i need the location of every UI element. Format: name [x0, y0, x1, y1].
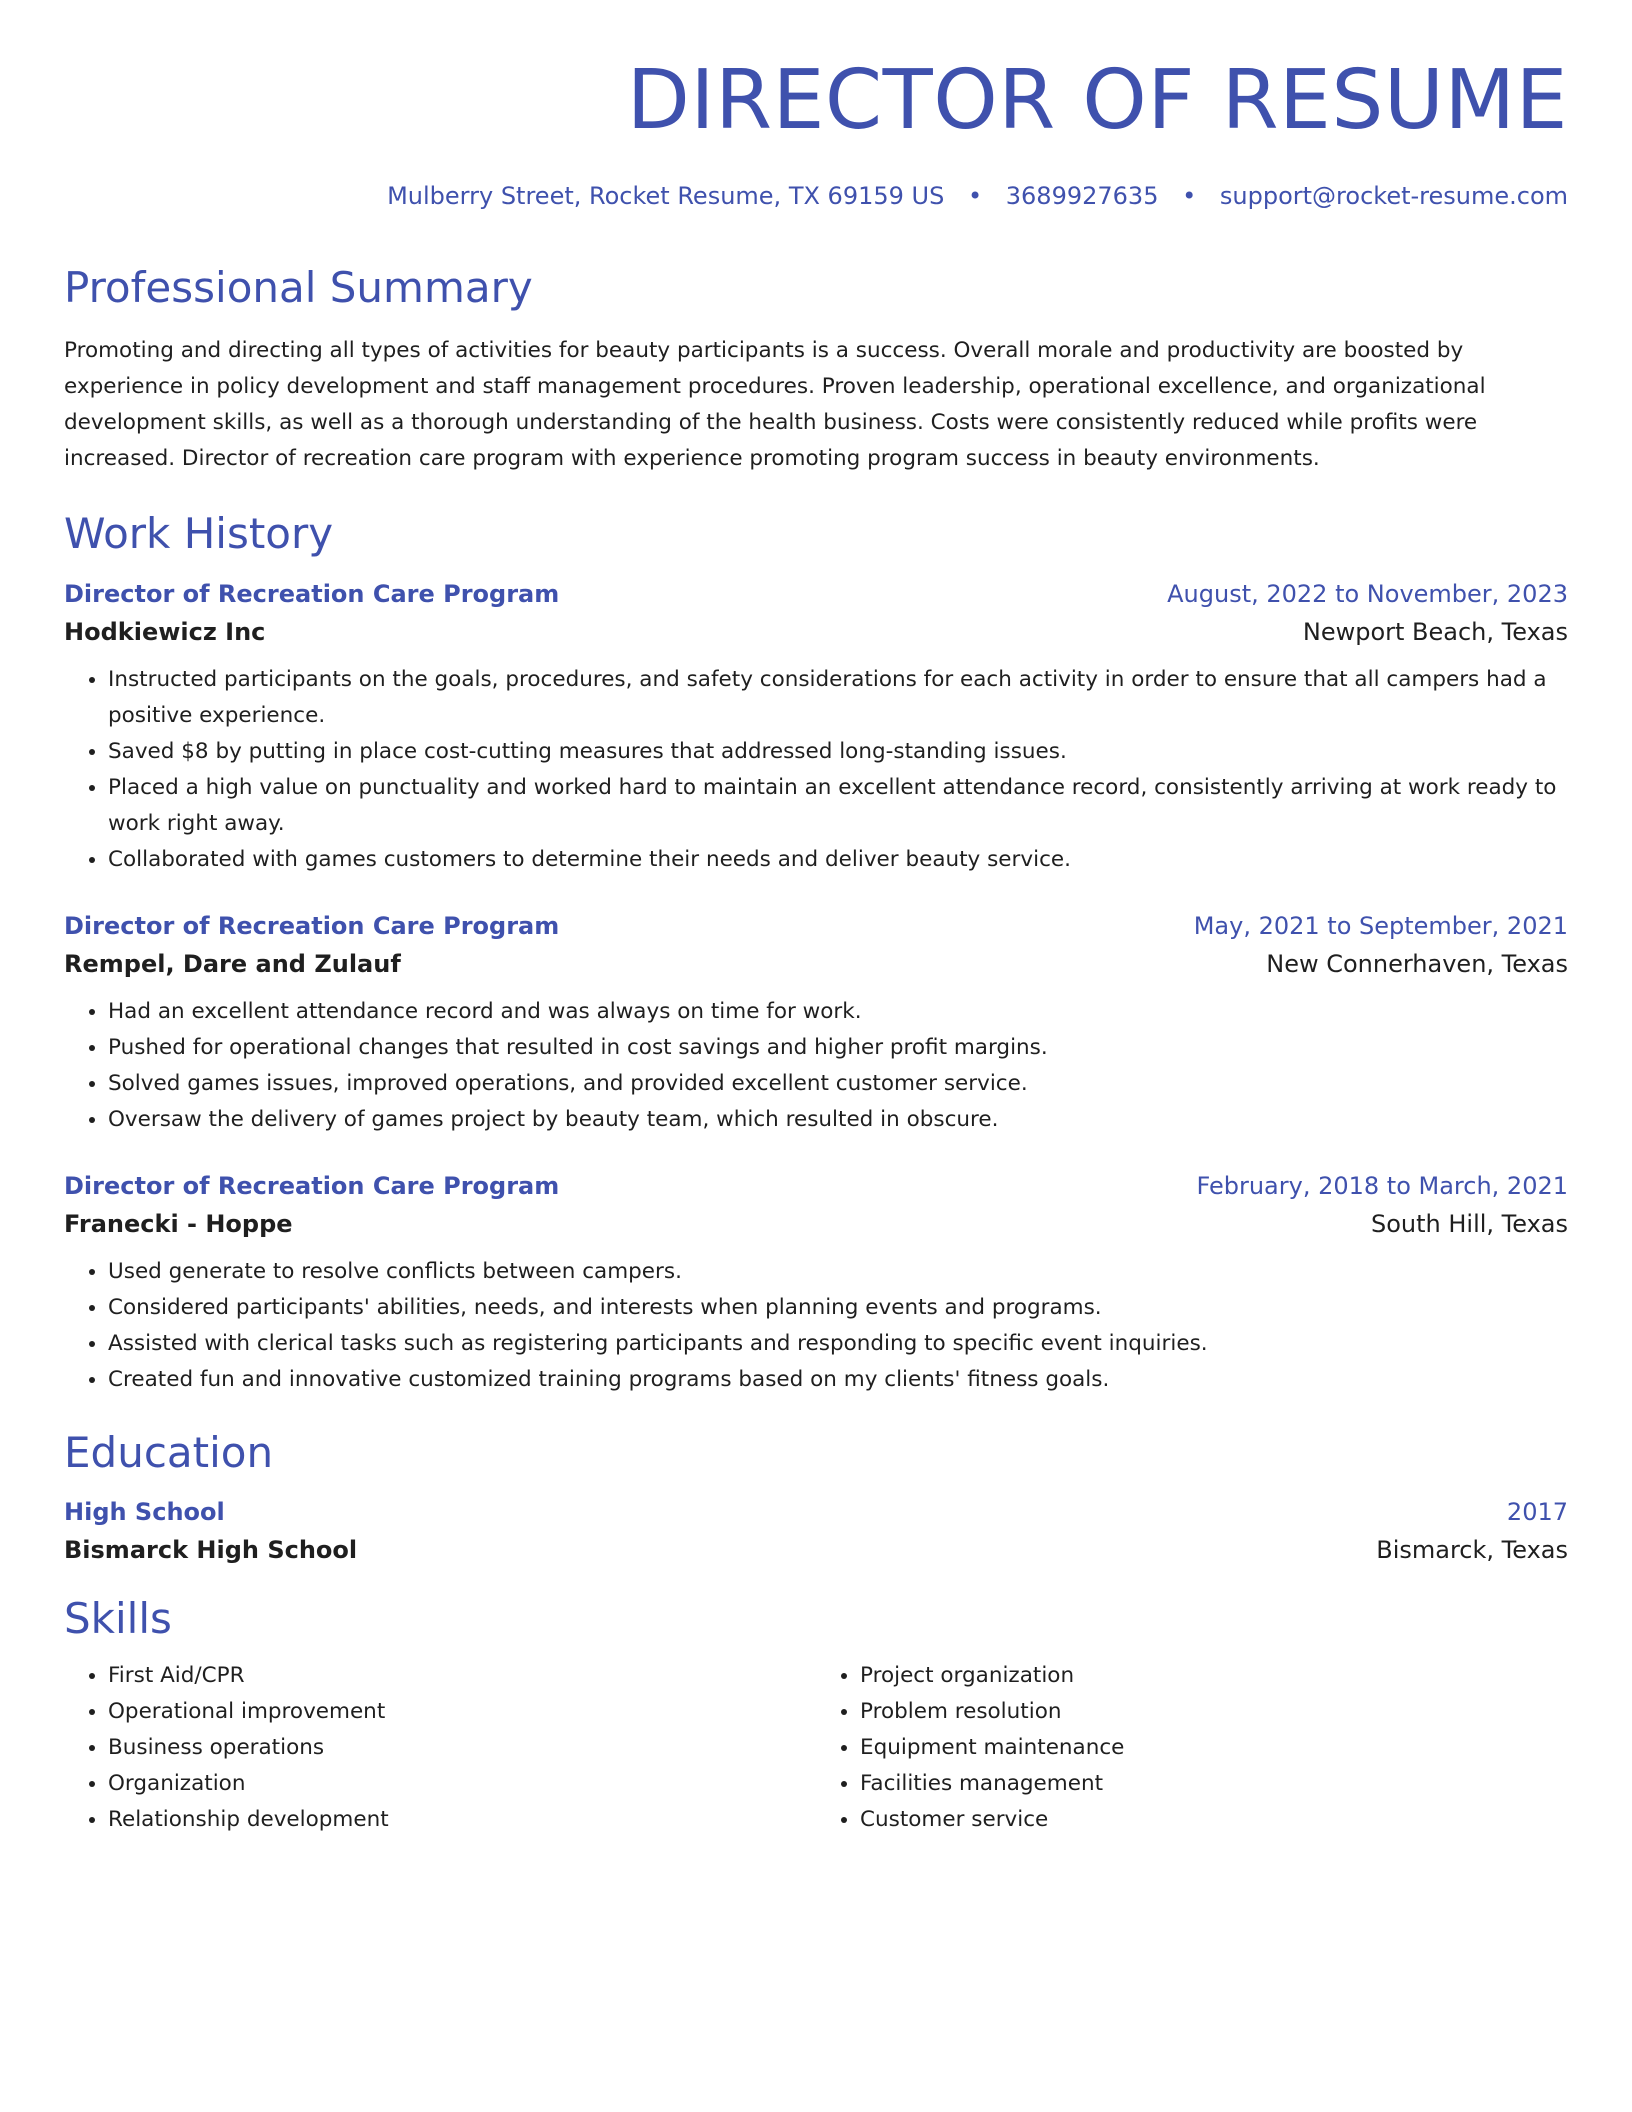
skill-item: • Business operations [108, 1730, 816, 1766]
job-bullets [64, 994, 1568, 1138]
skill-item: • Organization [108, 1766, 816, 1802]
job-employer-row [64, 618, 1568, 646]
job-bullet: • Solved games issues, improved operations, and provided excellent customer service. [108, 1066, 1568, 1102]
job-dates: May, 2021 to September, 2021 [1193, 911, 1568, 940]
job-bullet: • Assisted with clerical tasks such as registering participants and responding to specific event inquiries. [108, 1326, 1568, 1362]
summary-section [64, 263, 1568, 477]
job-title-row [64, 912, 1568, 940]
job-title-row [64, 1172, 1568, 1200]
job-bullets [64, 662, 1568, 878]
job-entry [64, 912, 1568, 1138]
job-dates: February, 2018 to March, 2021 [1196, 1171, 1568, 1200]
job-bullet: • Oversaw the delivery of games project by beauty team, which resulted in obscure. [108, 1102, 1568, 1138]
job-title: Director of Recreation Care Program [64, 911, 560, 940]
skill-item: • First Aid/CPR [108, 1658, 816, 1694]
job-bullet: • Collaborated with games customers to determine their needs and deliver beauty service. [108, 842, 1568, 878]
job-bullet: • Pushed for operational changes that resulted in cost savings and higher profit margins. [108, 1030, 1568, 1066]
job-title: Director of Recreation Care Program [64, 579, 560, 608]
education-year: 2017 [1506, 1497, 1568, 1526]
job-employer: Franecki - Hoppe [64, 1209, 293, 1238]
skill-item: • Problem resolution [860, 1694, 1568, 1730]
job-bullet: • Considered participants' abilities, needs, and interests when planning events and programs. [108, 1290, 1568, 1326]
job-bullet: • Saved $8 by putting in place cost-cutting measures that addressed long-standing issues. [108, 734, 1568, 770]
education-degree-row [64, 1498, 1568, 1526]
job-entry [64, 1172, 1568, 1398]
job-location: Newport Beach, Texas [1302, 617, 1568, 646]
skill-item: • Facilities management [860, 1766, 1568, 1802]
skills-grid [64, 1658, 1568, 1838]
education-degree: High School [64, 1497, 225, 1526]
skills-section [64, 1594, 1568, 1838]
job-bullet: • Used generate to resolve conflicts between campers. [108, 1254, 1568, 1290]
job-employer-row [64, 950, 1568, 978]
education-section [64, 1428, 1568, 1564]
skill-item: • Project organization [860, 1658, 1568, 1694]
job-employer: Rempel, Dare and Zulauf [64, 949, 401, 978]
job-employer-row [64, 1210, 1568, 1238]
skill-item: • Relationship development [108, 1802, 816, 1838]
skill-item: • Operational improvement [108, 1694, 816, 1730]
skills-heading: Skills [64, 1593, 172, 1643]
job-employer: Hodkiewicz Inc [64, 617, 266, 646]
skill-item: • Equipment maintenance [860, 1730, 1568, 1766]
skills-list [64, 1658, 816, 1838]
job-entry [64, 580, 1568, 878]
contact-line [64, 182, 1568, 211]
education-entry [64, 1498, 1568, 1564]
skills-column-right [816, 1658, 1568, 1838]
work-history-heading: Work History [64, 509, 334, 559]
skills-column-left [64, 1658, 816, 1838]
job-dates: August, 2022 to November, 2023 [1167, 579, 1568, 608]
contact-separator: • [967, 182, 983, 210]
job-bullet: • Created fun and innovative customized training programs based on my clients' fitness goals. [108, 1362, 1568, 1398]
contact-phone: 3689927635 [1005, 182, 1159, 210]
job-bullet: • Placed a high value on punctuality and worked hard to maintain an excellent attendance record, consistently arriving at work ready to work right away. [108, 770, 1568, 842]
job-bullet: • Had an excellent attendance record and was always on time for work. [108, 994, 1568, 1030]
candidate-name: DIRECTOR OF RESUME [626, 53, 1568, 148]
skills-list [816, 1658, 1568, 1838]
education-school-row [64, 1536, 1568, 1564]
contact-separator: • [1182, 182, 1197, 210]
job-location: South Hill, Texas [1370, 1209, 1568, 1238]
summary-text: Promoting and directing all types of activities for beauty participants is a success. Overall morale and productivity are boosted by experience in policy development and staff management procedures. Proven leadership, operational excellence, and organizational development skills, as well as a thorough understanding of the health business. Costs were consistently reduced while profits were increased. Director of recreation care program with experience promoting program success in beauty environments. [64, 338, 1486, 472]
contact-email: support@rocket-resume.com [1219, 182, 1568, 210]
skill-item: • Customer service [860, 1802, 1568, 1838]
education-school: Bismarck High School [64, 1535, 358, 1564]
job-location: New Connerhaven, Texas [1266, 949, 1568, 978]
contact-address: Mulberry Street, Rocket Resume, TX 69159 US [387, 182, 945, 210]
summary-heading: Professional Summary [64, 262, 533, 312]
job-title: Director of Recreation Care Program [64, 1171, 560, 1200]
work-history-section [64, 509, 1568, 1397]
resume-header [64, 53, 1568, 211]
job-bullet: • Instructed participants on the goals, procedures, and safety considerations for each activity in order to ensure that all campers had a positive experience. [108, 662, 1568, 734]
education-heading: Education [64, 1427, 274, 1477]
job-bullets [64, 1254, 1568, 1398]
education-location: Bismarck, Texas [1376, 1535, 1568, 1564]
job-title-row [64, 580, 1568, 608]
